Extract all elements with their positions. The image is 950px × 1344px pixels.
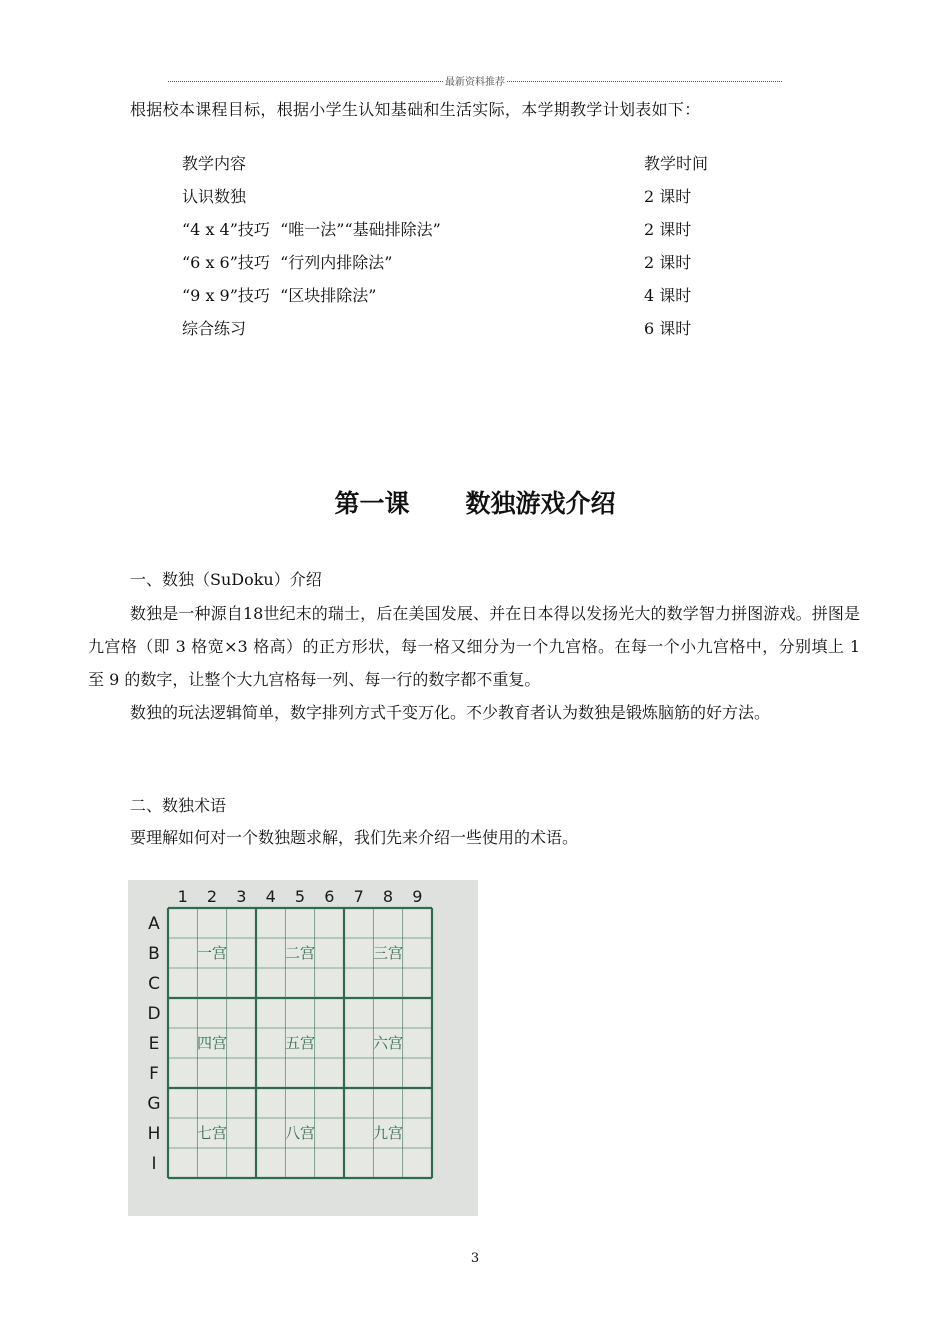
grid-row-label: G (147, 1094, 161, 1114)
plan-row-time: 2 课时 (644, 187, 692, 206)
intro-text: 根据校本课程目标，根据小学生认知基础和生活实际，本学期教学计划表如下： (130, 100, 701, 119)
plan-row (182, 278, 742, 311)
grid-column-label: 1 (177, 887, 188, 906)
paragraph: 数独是一种源自18世纪末的瑞士，后在美国发展、并在日本得以发扬光大的数学智力拼图游戏。拼图是九宫格（即 3 格宽×3 格高）的正方形状，每一格又细分为一个九宫格。在每一个小九宫格中，分别填上 1 至 9 的数字，让整个大九宫格每一列、每一行的数字都不重复。 (88, 604, 860, 689)
grid-row-label: F (149, 1064, 159, 1084)
plan-row (182, 179, 742, 212)
grid-palace-label: 八宫 (284, 1124, 316, 1142)
section-heading-terms: 二、数独术语 (130, 796, 227, 815)
plan-row-time: 2 课时 (644, 220, 692, 239)
plan-row-content: 认识数独 (182, 187, 247, 206)
grid-palace-label: 三宫 (372, 944, 404, 962)
grid-row-label: C (148, 974, 160, 994)
section-heading-intro: 一、数独（SuDoku）介绍 (130, 570, 322, 589)
plan-row-content: “9 x 9”技巧 “区块排除法” (182, 286, 377, 305)
running-header (168, 72, 782, 88)
grid-row-label: B (148, 944, 160, 964)
grid-palace-label: 六宫 (372, 1034, 404, 1052)
section-terms-body (88, 821, 860, 854)
sudoku-grid-figure (128, 880, 478, 1216)
grid-row-label: I (151, 1154, 157, 1174)
plan-col-content: 教学内容 (182, 154, 247, 173)
plan-row-time: 4 课时 (644, 286, 692, 305)
grid-column-label: 5 (294, 887, 306, 906)
plan-row-content: “4 x 4”技巧 “唯一法”“基础排除法” (182, 220, 441, 239)
grid-palace-label: 七宫 (196, 1124, 228, 1142)
section-intro-body (88, 597, 860, 729)
header-dots-right (507, 81, 782, 82)
plan-row (182, 245, 742, 278)
teaching-plan-table (182, 146, 742, 344)
grid-column-label: 6 (324, 887, 335, 906)
paragraph: 数独的玩法逻辑简单，数字排列方式千变万化。不少教育者认为数独是锻炼脑筋的好方法。 (130, 703, 771, 722)
plan-row (182, 212, 742, 245)
grid-row-label: D (147, 1004, 161, 1024)
plan-row-content: 综合练习 (182, 319, 247, 338)
grid-palace-label: 二宫 (284, 944, 316, 962)
lesson-title (0, 484, 950, 520)
plan-header-row (182, 146, 742, 179)
grid-column-label: 7 (353, 887, 364, 906)
plan-row-time: 2 课时 (644, 253, 692, 272)
grid-palace-label: 五宫 (284, 1034, 316, 1052)
lesson-number: 第一课 (334, 489, 410, 518)
header-dots-left (168, 81, 443, 82)
grid-column-label: 9 (412, 887, 423, 906)
page-number: 3 (470, 1251, 480, 1266)
sudoku-grid-photo (128, 880, 478, 1216)
grid-column-label: 2 (206, 887, 218, 906)
lesson-name: 数独游戏介绍 (465, 489, 616, 518)
grid-column-label: 4 (265, 887, 276, 906)
grid-row-label: A (148, 914, 160, 934)
plan-row-content: “6 x 6”技巧 “行列内排除法” (182, 253, 393, 272)
plan-row-time: 6 课时 (644, 319, 692, 338)
grid-palace-label: 四宫 (196, 1034, 228, 1052)
plan-row (182, 311, 742, 344)
paragraph: 要理解如何对一个数独题求解，我们先来介绍一些使用的术语。 (130, 828, 579, 847)
grid-palace-label: 一宫 (196, 944, 228, 962)
grid-row-label: E (148, 1034, 160, 1054)
grid-column-label: 8 (382, 887, 394, 906)
grid-row-label: H (147, 1124, 161, 1144)
grid-palace-label: 九宫 (372, 1124, 404, 1142)
grid-column-label: 3 (236, 887, 247, 906)
header-label: 最新资料推荐 (445, 76, 505, 88)
plan-col-time: 教学时间 (644, 154, 709, 173)
